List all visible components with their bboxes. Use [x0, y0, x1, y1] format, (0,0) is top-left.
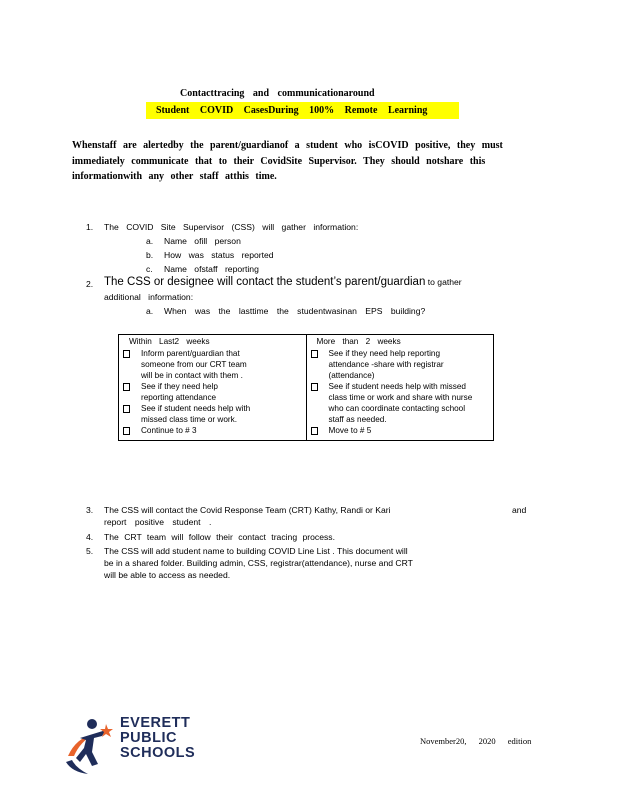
step-1-number: 1.: [86, 222, 94, 232]
step-2-text-tail: to gather: [427, 277, 462, 287]
table-right-item: See if student needs help with missed class time or work and share with nurse who can coordinate contacting school staff as needed.: [311, 381, 490, 425]
table-right-item: See if they need help reporting attendance -share with registrar (attendance): [311, 348, 490, 381]
step-2-number: 2.: [86, 279, 94, 289]
step-1a-letter: a.: [146, 236, 154, 246]
step-2a-letter: a.: [146, 306, 154, 316]
step-1b-letter: b.: [146, 250, 154, 260]
table-left-item: Continue to # 3: [123, 425, 302, 438]
logo-figure-icon: [62, 712, 122, 776]
intro-paragraph: Whenstaff are alertedby the parent/guardianof a student who isCOVID positive, they must immediately communicate that to their CovidSite Supervisor. They should notshare this informationwith any other staff atthis time.: [72, 140, 503, 182]
step-5-number: 5.: [86, 546, 94, 556]
logo-word-schools: SCHOOLS: [120, 745, 196, 761]
bullet-box-icon: [311, 348, 329, 381]
step-3-and: and: [512, 505, 527, 515]
bullet-box-icon: [311, 381, 329, 425]
within-two-weeks-header: Within Last2 weeks: [129, 337, 210, 346]
within-two-weeks-column: [119, 335, 307, 441]
step-4-number: 4.: [86, 532, 94, 542]
step-1c-letter: c.: [146, 264, 153, 274]
bullet-box-icon: [311, 425, 329, 438]
step-1a-text: Name ofill person: [164, 236, 241, 246]
title-line-1: Contacttracing and communicationaround: [180, 88, 375, 99]
table-left-item: See if student needs help with missed class time or work.: [123, 403, 302, 425]
bullet-box-icon: [123, 348, 141, 381]
step-1c-text: Name ofstaff reporting: [164, 264, 259, 274]
bullet-box-icon: [123, 425, 141, 438]
logo-word-public: PUBLIC: [120, 730, 177, 746]
step-2a-text: When was the lasttime the studentwasinan EPS building?: [164, 306, 426, 316]
step-5-text: The CSS will add student name to building COVID Line List . This document will: [104, 546, 408, 556]
more-than-two-weeks-column: [306, 335, 494, 441]
step-2-continuation: additional information:: [104, 292, 194, 302]
bullet-box-icon: [123, 403, 141, 425]
step-5-line-2: be in a shared folder. Building admin, CSS, registrar(attendance), nurse and CRT: [104, 558, 413, 568]
table-left-item: Inform parent/guardian that someone from our CRT team will be in contact with them .: [123, 348, 302, 381]
step-5-line-3: will be able to access as needed.: [104, 570, 231, 580]
step-4-text: The CRT team will follow their contact tracing process.: [104, 532, 335, 542]
more-than-two-weeks-header: More than 2 weeks: [316, 337, 401, 346]
logo-word-everett: EVERETT: [120, 715, 191, 731]
everett-public-schools-logo: [62, 712, 222, 776]
bullet-box-icon: [123, 381, 141, 403]
step-1-text: The COVID Site Supervisor (CSS) will gather information:: [104, 222, 359, 232]
step-2-text: The CSS or designee will contact the student’s parent/guardian: [104, 276, 426, 288]
step-1b-text: How was status reported: [164, 250, 274, 260]
step-3-text: The CSS will contact the Covid Response Team (CRT) Kathy, Randi or Kari: [104, 505, 391, 515]
title-line-2-highlighted: Student COVID CasesDuring 100% Remote Learning: [146, 102, 459, 119]
edition-date: November20, 2020 edition: [420, 736, 532, 746]
timeframe-table: [118, 334, 494, 441]
table-left-item: See if they need help reporting attendance: [123, 381, 302, 403]
table-right-item: Move to # 5: [311, 425, 490, 438]
step-3-line-2: report positive student .: [104, 517, 212, 527]
step-3-number: 3.: [86, 505, 94, 515]
